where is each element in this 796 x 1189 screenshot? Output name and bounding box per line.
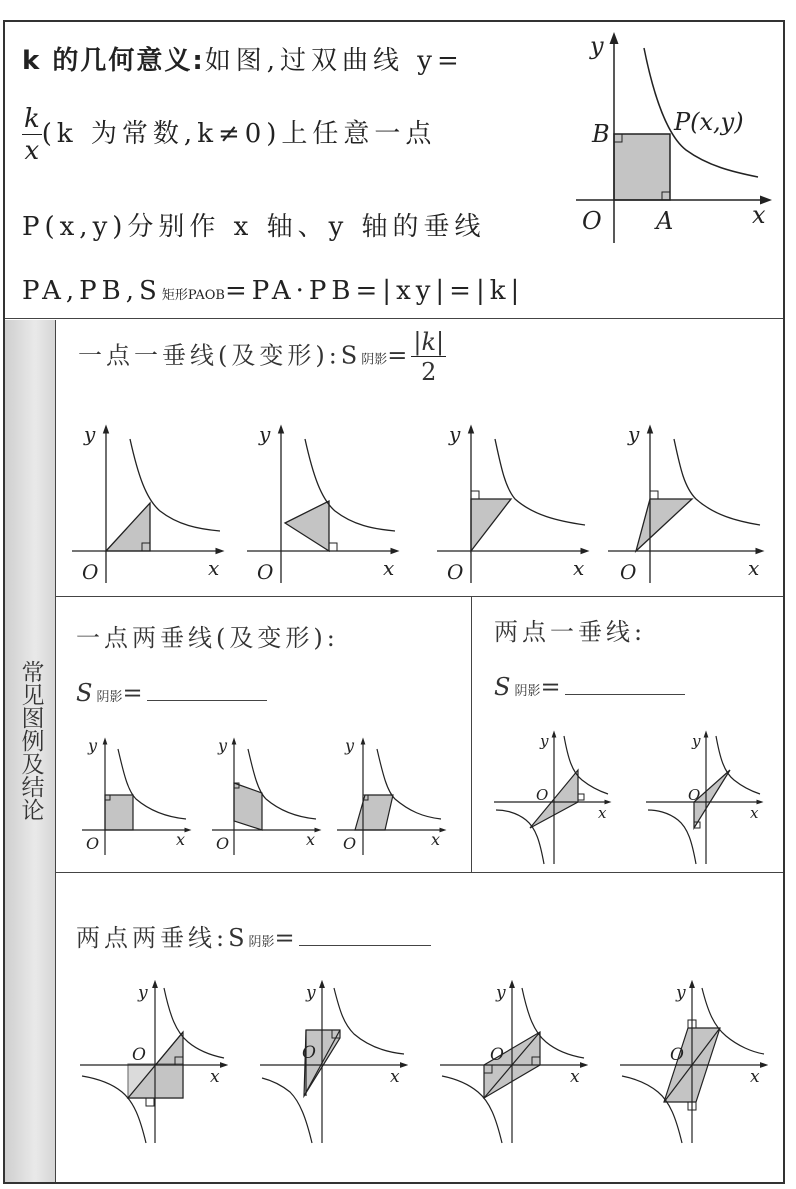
svg-text:x: x — [210, 1067, 220, 1087]
section1-sub: 阴影 — [361, 352, 388, 368]
svg-text:O: O — [82, 560, 99, 584]
section4-heading — [76, 918, 431, 953]
main-p-label: P(x,y) — [674, 108, 744, 136]
svg-text:y: y — [449, 422, 461, 446]
svg-text:O: O — [447, 560, 464, 584]
rectangle-paob — [614, 134, 670, 200]
divider-section2-split — [471, 596, 472, 872]
section2-figure-3 — [337, 736, 443, 855]
svg-text:O: O — [670, 1045, 684, 1065]
intro-row-1 — [22, 40, 464, 77]
main-x-label: x — [752, 201, 766, 229]
section4-answer-blank — [299, 923, 431, 946]
svg-text:x: x — [306, 830, 316, 849]
section3-figures — [490, 728, 780, 868]
section4-sub: 阴影 — [248, 935, 275, 950]
section1-fraction — [411, 330, 446, 384]
section2-s: S — [76, 679, 97, 707]
section3-formula — [494, 672, 685, 701]
section2-figures — [78, 735, 468, 865]
section4-figures — [76, 978, 776, 1148]
section3-heading: 两点一垂线: — [494, 618, 647, 646]
svg-text:y: y — [676, 983, 686, 1003]
svg-text:y: y — [496, 983, 506, 1003]
section1-title: 一点一垂线(及变形):S — [78, 341, 362, 370]
svg-text:x: x — [208, 556, 220, 580]
svg-text:O: O — [620, 560, 637, 584]
section2-eq: = — [122, 679, 147, 707]
section4-figure-2 — [260, 983, 404, 1143]
sidebar-title: 常见图例及结论 — [17, 659, 44, 821]
section3-eq: = — [540, 673, 565, 701]
intro-row4-sub: 矩形PAOB — [161, 288, 225, 303]
section3-figure-2 — [646, 732, 760, 864]
svg-text:x: x — [390, 1067, 400, 1087]
divider-section1 — [55, 596, 783, 597]
svg-text:x: x — [750, 1067, 760, 1087]
sidebar — [5, 320, 56, 1182]
main-hyperbola-figure — [568, 28, 773, 243]
section2-formula — [76, 678, 267, 707]
svg-text:O: O — [688, 786, 701, 804]
section1-figure-3 — [437, 422, 585, 584]
svg-text:O: O — [536, 786, 549, 804]
svg-text:y: y — [628, 422, 640, 446]
section1-figures — [60, 415, 780, 590]
section3-figure-1 — [494, 732, 608, 864]
svg-text:x: x — [431, 830, 441, 849]
svg-text:x: x — [570, 1067, 580, 1087]
intro-row-2 — [22, 106, 436, 164]
section2-figure-2 — [212, 736, 318, 855]
section2-heading: 一点两垂线(及变形): — [76, 624, 339, 652]
section2-figure-1 — [82, 736, 188, 855]
section1-eq: = — [387, 341, 412, 370]
svg-text:x: x — [750, 804, 759, 822]
svg-text:O: O — [257, 560, 274, 584]
intro-row4-b: =PA·PB=|xy|=|k| — [224, 276, 525, 306]
intro-row-3: P(x,y)分别作 x 轴、y 轴的垂线 — [22, 212, 486, 242]
intro-row-4 — [22, 276, 524, 306]
svg-text:y: y — [84, 422, 96, 446]
svg-text:y: y — [259, 422, 271, 446]
section4-figure-1 — [80, 983, 224, 1143]
svg-text:y: y — [692, 732, 701, 750]
divider-section2 — [55, 872, 783, 873]
svg-text:O: O — [343, 834, 357, 853]
intro-row2-text: (k 为常数,k≠0)上任意一点 — [41, 119, 437, 149]
intro-fraction — [22, 106, 42, 164]
svg-text:O: O — [86, 834, 100, 853]
section1-figure-1 — [72, 422, 220, 584]
main-origin-label: O — [582, 207, 602, 235]
intro-label: k 的几何意义: — [22, 46, 205, 76]
section4-title: 两点两垂线:S — [76, 924, 249, 952]
section4-figure-3 — [440, 983, 584, 1143]
section1-figure-2 — [247, 422, 395, 584]
section3-sub: 阴影 — [514, 684, 541, 699]
svg-text:x: x — [598, 804, 607, 822]
svg-text:x: x — [573, 556, 585, 580]
intro-row4-a: PA,PB,S — [22, 276, 162, 306]
section4-eq: = — [274, 924, 299, 952]
intro-frac-den: x — [24, 136, 40, 166]
intro-frac-num: k — [24, 104, 40, 134]
main-a-label: A — [656, 207, 674, 235]
svg-text:y: y — [138, 983, 148, 1003]
svg-text:x: x — [176, 830, 186, 849]
section3-answer-blank — [565, 672, 685, 695]
svg-text:y: y — [218, 736, 228, 755]
section4-figure-4 — [620, 983, 764, 1143]
svg-text:y: y — [540, 732, 549, 750]
svg-text:O: O — [302, 1043, 316, 1063]
svg-text:x: x — [383, 556, 395, 580]
svg-text:O: O — [132, 1045, 146, 1065]
svg-text:y: y — [345, 736, 355, 755]
main-b-label: B — [592, 120, 610, 148]
section1-frac-num: |k| — [413, 328, 445, 356]
section3-s: S — [494, 673, 515, 701]
svg-text:x: x — [748, 556, 760, 580]
section2-sub: 阴影 — [96, 690, 123, 705]
svg-text:O: O — [490, 1045, 504, 1065]
section2-answer-blank — [147, 678, 267, 701]
svg-text:y: y — [306, 983, 316, 1003]
main-y-label: y — [590, 32, 604, 60]
section1-heading — [78, 330, 446, 384]
section1-figure-4 — [608, 422, 760, 584]
svg-text:y: y — [88, 736, 98, 755]
svg-text:O: O — [216, 834, 230, 853]
section1-frac-den: 2 — [421, 358, 437, 386]
intro-row1-text: 如图,过双曲线 y= — [204, 46, 464, 76]
divider-intro — [5, 318, 783, 319]
